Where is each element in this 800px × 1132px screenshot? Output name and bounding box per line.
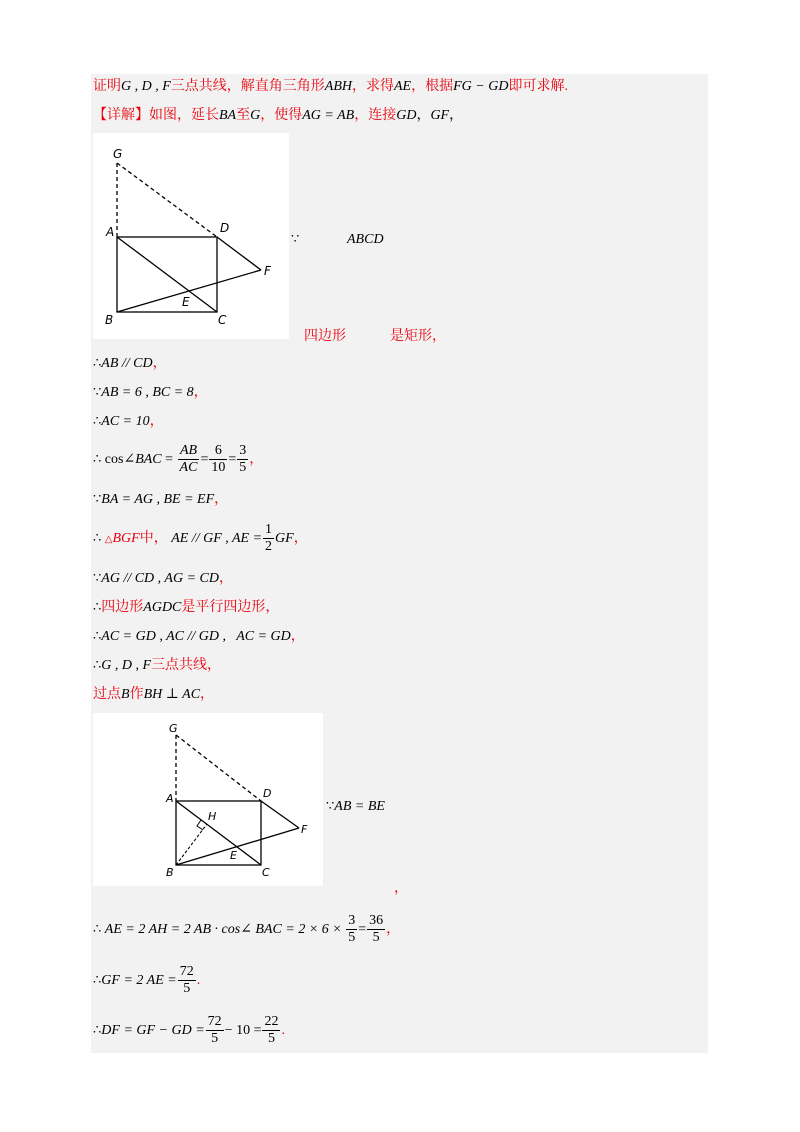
numerator: 72: [207, 1014, 222, 1030]
math-segment: GD: [396, 108, 417, 123]
math-point: B: [121, 687, 130, 702]
step-ae-value: [93, 913, 400, 947]
step-midpoints: [93, 490, 228, 510]
text-segment: 作: [129, 687, 144, 702]
denominator: 5: [348, 930, 356, 946]
punct: ，: [249, 452, 264, 467]
therefore-symbol: ∴: [93, 973, 102, 988]
math-expression: AG = AB: [302, 108, 355, 123]
math-segment: AE: [394, 79, 412, 94]
label-d: D: [220, 221, 230, 235]
math-expression: AC = 10: [101, 414, 150, 429]
step-ag-cd: [93, 569, 233, 589]
step-perpendicular: [93, 685, 214, 705]
math-expression: DF = GF − GD =: [101, 1023, 205, 1038]
label-e: E: [230, 849, 237, 862]
math-point: G: [250, 108, 261, 123]
lone-comma: ，: [394, 881, 408, 896]
label-c: C: [262, 866, 270, 879]
math-expression: FG − GD: [453, 79, 509, 94]
numerator: 6: [209, 443, 227, 460]
label-a: A: [166, 792, 174, 805]
label-g: G: [169, 722, 178, 735]
fraction-1-2: [263, 522, 274, 555]
numerator: 3: [239, 443, 247, 459]
punct: ，: [149, 414, 164, 429]
therefore-symbol: ∴: [93, 452, 102, 467]
punct: ，: [152, 356, 167, 371]
fraction-36-5: [367, 913, 385, 946]
right-angle-mark: [197, 820, 203, 830]
because-symbol: ∵: [291, 232, 300, 247]
math-segment: GF: [430, 108, 450, 123]
math-triangle: BGF: [112, 531, 140, 546]
segment-df: [217, 237, 261, 270]
therefore-symbol: ∴: [93, 356, 102, 371]
denominator: AC: [179, 460, 198, 476]
fraction-22-5: [262, 1014, 280, 1047]
step-ab-parallel-cd: [93, 354, 167, 374]
math-expression: BA = AG , BE = EF: [101, 492, 215, 507]
text-segment: 过点: [93, 687, 121, 702]
punct: .: [281, 1023, 285, 1038]
punct: ，: [293, 531, 308, 546]
because-symbol: ∵: [93, 492, 102, 507]
punct: .: [196, 973, 201, 988]
segment-gd: [117, 163, 217, 237]
because-symbol: ∵: [93, 385, 102, 400]
label-b: B: [166, 866, 174, 879]
text-segment: 是平行四边形，: [181, 600, 280, 615]
solution-intro-line: [93, 77, 568, 97]
math-expression: − 10 =: [224, 1023, 262, 1038]
punct: ，: [290, 629, 305, 644]
quad-word: 四边形: [304, 329, 346, 344]
text-segment: 四边形: [101, 600, 144, 615]
step-midline: [93, 522, 308, 557]
step-given-lengths: [93, 383, 208, 403]
punct: ，: [214, 492, 229, 507]
equals: =: [228, 452, 237, 467]
fraction-72-5: [206, 1014, 224, 1047]
step-df-value: [93, 1014, 285, 1048]
denominator: 5: [183, 981, 191, 997]
step-ac-gd: [93, 627, 305, 647]
math-quad: AGDC: [143, 600, 182, 615]
fraction-3-5: [237, 443, 248, 476]
diagonal-ac: [117, 237, 217, 312]
math-expression: AE // GF , AE =: [171, 531, 263, 546]
punct: ，: [386, 922, 401, 937]
text-segment: ，求得: [352, 79, 394, 94]
label-g: G: [113, 147, 123, 161]
math-expression: AB = BE: [334, 799, 385, 814]
denominator: 5: [211, 1031, 219, 1047]
text-segment: ，连接: [354, 108, 397, 123]
math-expression: BH ⊥ AC: [143, 687, 201, 702]
equals: =: [358, 922, 367, 937]
math-points: G , D , F: [121, 79, 171, 94]
denominator: 5: [239, 460, 247, 476]
figure-1: [93, 133, 289, 339]
because-ab-be: [326, 797, 385, 817]
geometry-diagram-2: [93, 713, 323, 886]
therefore-symbol: ∴: [93, 1023, 102, 1038]
text-segment: ，使得: [260, 108, 303, 123]
text-segment: 【详解】如图，延长: [93, 108, 219, 123]
math-expression: AC = GD , AC // GD , AC = GD: [101, 629, 291, 644]
therefore-symbol: ∴: [93, 414, 102, 429]
therefore-symbol: ∴: [93, 600, 102, 615]
triangle-symbol: △: [104, 534, 113, 545]
punct: ，: [218, 571, 233, 586]
math-expression: GF = 2 AE =: [101, 973, 177, 988]
label-h: H: [208, 810, 217, 823]
math-triangle: ABH: [324, 79, 352, 94]
therefore-symbol: ∴: [93, 922, 102, 937]
punct: ，: [193, 385, 208, 400]
segment-df: [261, 801, 299, 828]
math-expression: AE = 2 AH = 2 AB · cos∠ BAC = 2 × 6 ×: [104, 922, 342, 937]
because-symbol: ∵: [326, 799, 335, 814]
step-parallelogram: [93, 598, 279, 618]
math-expression: AG // CD , AG = CD: [101, 571, 219, 586]
denominator: 2: [265, 539, 273, 555]
figure-2: [93, 713, 323, 886]
detail-heading-line: [93, 106, 463, 126]
math-segment: BA: [219, 108, 237, 123]
fraction-3-5: [346, 913, 357, 946]
text-segment: 三点共线，: [151, 658, 222, 673]
because-rectangle: [291, 230, 299, 250]
numerator: 1: [265, 522, 273, 538]
because-symbol: ∵: [93, 571, 102, 586]
step-cos-bac: [93, 443, 263, 477]
equals: =: [200, 452, 209, 467]
numerator: 22: [264, 1014, 279, 1030]
math-expression: AB // CD: [101, 356, 153, 371]
math-segment: GF: [275, 531, 294, 546]
denominator: 10: [211, 460, 226, 476]
text-segment: ，根据: [411, 79, 454, 94]
text-segment: 至: [236, 108, 251, 123]
numerator: 72: [179, 964, 194, 980]
step-ac-length: [93, 412, 164, 432]
label-a: A: [106, 225, 115, 239]
text-segment: 三点共线，解直角三角形: [170, 79, 325, 94]
label-f: F: [301, 823, 308, 836]
label-b: B: [105, 313, 114, 327]
geometry-diagram-1: [93, 133, 289, 339]
cos-text: cos∠: [104, 452, 136, 467]
math-angle: BAC: [135, 452, 162, 467]
label-f: F: [264, 264, 271, 278]
numerator: 36: [369, 913, 384, 929]
numerator: 3: [348, 913, 356, 929]
text-segment: 即可求解.: [508, 79, 568, 94]
diagonal-ac: [176, 801, 261, 865]
is-rectangle-text: 是矩形，: [390, 329, 446, 344]
denominator: 5: [267, 1031, 275, 1047]
label-c: C: [218, 313, 227, 327]
math-points: G , D , F: [101, 658, 152, 673]
math-expression: AB = 6 , BC = 8: [101, 385, 194, 400]
punct: ，: [449, 108, 464, 123]
step-collinear: [93, 656, 221, 676]
label-d: D: [263, 787, 272, 800]
equals: =: [165, 452, 174, 467]
numerator: AB: [178, 443, 200, 460]
therefore-symbol: ∴: [93, 629, 102, 644]
segment-bf: [176, 828, 299, 865]
segment-gd: [176, 735, 261, 801]
fraction-72-5: [178, 964, 196, 997]
fraction-6-10: [209, 443, 227, 476]
quad-name: ABCD: [347, 232, 384, 247]
text-segment: 证明: [93, 79, 121, 94]
step-gf-value: [93, 964, 200, 998]
punct: ，: [200, 687, 215, 702]
fraction-ab-ac: [178, 443, 200, 476]
punct: ，: [416, 108, 431, 123]
therefore-symbol: ∴: [93, 531, 102, 546]
text-segment: 中，: [139, 531, 168, 546]
denominator: 5: [372, 930, 380, 946]
label-e: E: [182, 295, 190, 309]
therefore-symbol: ∴: [93, 658, 102, 673]
